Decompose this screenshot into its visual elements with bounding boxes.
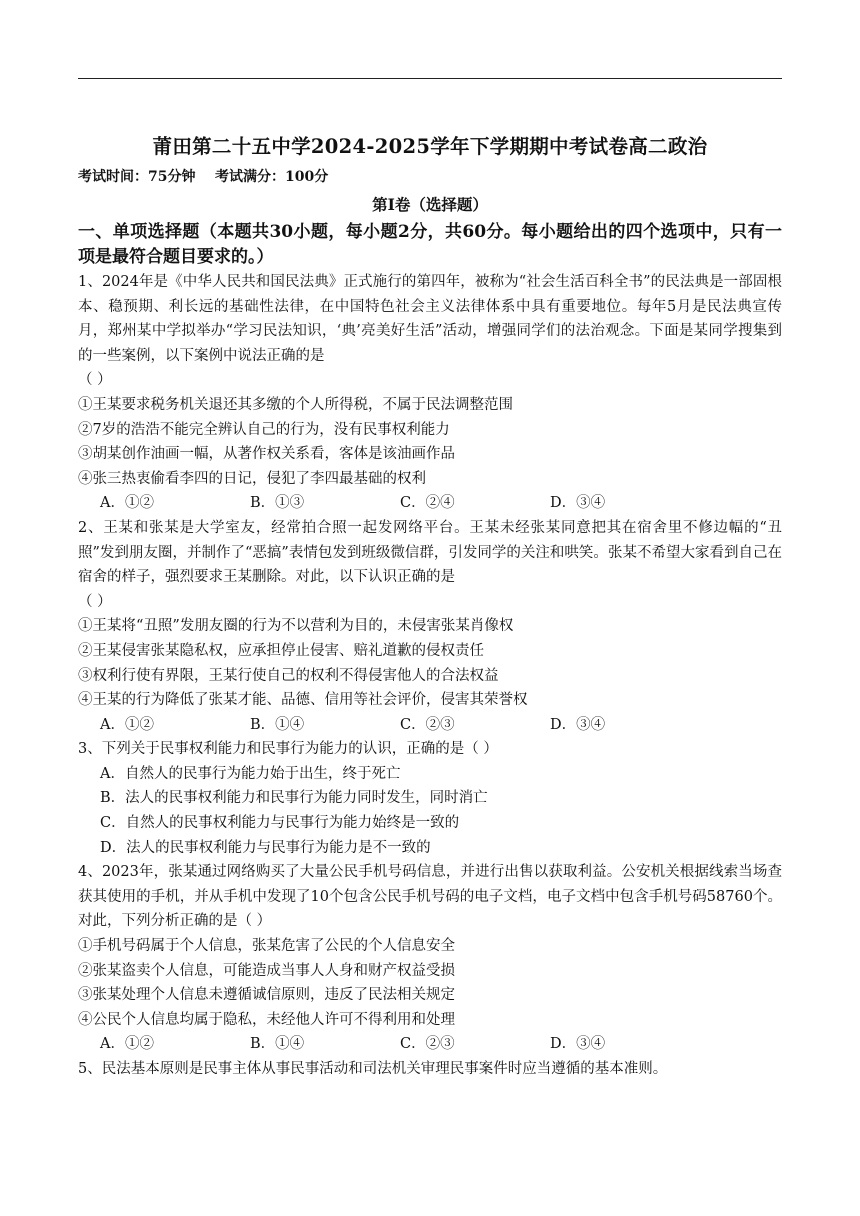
option-d: D．法人的民事权利能力与民事行为能力是不一致的 xyxy=(100,839,431,856)
answer-options xyxy=(78,1032,782,1057)
statement-item: ④张三热衷偷看李四的日记，侵犯了李四最基础的权利 xyxy=(78,470,426,487)
question-stem: 2、王某和张某是大学室友，经常拍合照一起发网络平台。王某未经张某同意把其在宿舍里不修边幅的“丑照”发到朋友圈，并制作了“恶搞”表情包发到班级微信群，引发同学的关注和哄笑。张某不希望大家看到自己在宿舍的样子，强烈要求王某删除。对此，以下认识正确的是 xyxy=(78,519,782,586)
option-b: B．①④ xyxy=(250,716,305,733)
option-b: B．法人的民事权利能力和民事行为能力同时发生，同时消亡 xyxy=(100,790,488,807)
option-c: C．自然人的民事权利能力与民事行为能力始终是一致的 xyxy=(100,815,460,832)
statement-item: ②王某侵害张某隐私权，应承担停止侵害、赔礼道歉的侵权责任 xyxy=(78,642,484,659)
question-3 xyxy=(78,737,782,860)
option-a: A．自然人的民事行为能力始于出生，终于死亡 xyxy=(100,765,401,782)
part-heading: 第Ⅰ卷（选择题） xyxy=(372,195,488,214)
statement-item: ②7岁的浩浩不能完全辨认自己的行为，没有民事权利能力 xyxy=(78,421,450,438)
statement-item: ③权利行使有界限，王某行使自己的权利不得侵害他人的合法权益 xyxy=(78,667,499,684)
answer-blank: （ ） xyxy=(78,372,112,389)
statement-item: ③张某处理个人信息未遵循诚信原则，违反了民法相关规定 xyxy=(78,987,455,1004)
statement-item: ④公民个人信息均属于隐私，未经他人许可不得利用和处理 xyxy=(78,1011,455,1028)
question-4 xyxy=(78,860,782,1057)
option-b: B．①③ xyxy=(250,495,305,512)
exam-page xyxy=(78,130,782,1082)
question-stem: 4、2023年，张某通过网络购买了大量公民手机号码信息，并进行出售以获取利益。公安机关根据线索当场查获其使用的手机，并从手机中发现了10个包含公民手机号码的电子文档，电子文档中包含手机号码58760个。对此，下列分析正确的是（ ） xyxy=(78,864,782,930)
option-c: C．②④ xyxy=(400,495,455,512)
question-stem: 5、民法基本原则是民事主体从事民事活动和司法机关审理民事案件时应当遵循的基本准则。 xyxy=(78,1061,668,1077)
answer-options xyxy=(78,491,782,516)
statement-item: ③胡某创作油画一幅，从著作权关系看，客体是该油画作品 xyxy=(78,446,455,463)
option-c: C．②③ xyxy=(400,1036,455,1053)
statement-item: ④王某的行为降低了张某才能、品德、信用等社会评价，侵害其荣誉权 xyxy=(78,692,528,709)
question-5 xyxy=(78,1057,782,1082)
question-stem: 3、下列关于民事权利能力和民事行为能力的认识，正确的是（ ） xyxy=(78,741,498,758)
header-rule xyxy=(78,78,782,79)
option-b: B．①④ xyxy=(250,1036,305,1053)
option-d: D．③④ xyxy=(550,1036,606,1053)
option-c: C．②③ xyxy=(400,716,455,733)
exam-title: 莆田第二十五中学2024-2025学年下学期期中考试卷高二政治 xyxy=(152,135,708,158)
option-d: D．③④ xyxy=(550,716,606,733)
option-a: A．①② xyxy=(100,1036,154,1053)
question-2 xyxy=(78,516,782,737)
exam-info: 考试时间：75分钟 考试满分：100分 xyxy=(78,169,329,185)
option-d: D．③④ xyxy=(550,495,606,512)
statement-item: ①王某将“丑照”发朋友圈的行为不以营利为目的，未侵害张某肖像权 xyxy=(78,618,514,635)
statement-item: ②张某盗卖个人信息，可能造成当事人人身和财产权益受损 xyxy=(78,962,455,979)
option-a: A．①② xyxy=(100,495,154,512)
statement-item: ①手机号码属于个人信息，张某危害了公民的个人信息安全 xyxy=(78,938,455,955)
answer-blank: （ ） xyxy=(78,593,112,610)
statement-item: ①王某要求税务机关退还其多缴的个人所得税，不属于民法调整范围 xyxy=(78,396,513,413)
question-stem: 1、2024年是《中华人民共和国民法典》正式施行的第四年，被称为“社会生活百科全书”的民法典是一部固根本、稳预期、利长远的基础性法律，在中国特色社会主义法律体系中具有重要地位。每年5月是民法典宣传月，郑州某中学拟举办“学习民法知识，‘典’亮美好生活”活动，增强同学们的法治观念。下面是某同学搜集到的一些案例，以下案例中说法正确的是 xyxy=(78,274,782,364)
section-heading: 一、单项选择题（本题共30小题，每小题2分，共60分。每小题给出的四个选项中，只有一项是最符合题目要求的。） xyxy=(78,222,782,267)
option-a: A．①② xyxy=(100,716,154,733)
answer-options xyxy=(78,713,782,738)
question-1 xyxy=(78,270,782,516)
